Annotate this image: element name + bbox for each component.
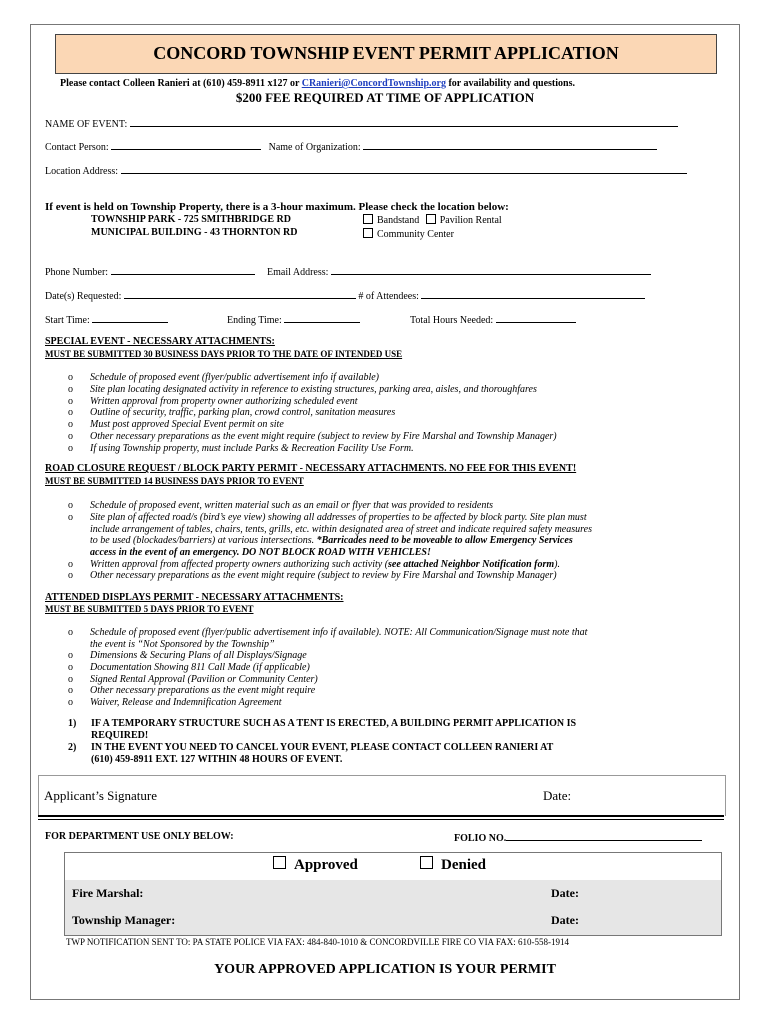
bullet: o <box>68 407 73 418</box>
denied-label: Denied <box>441 857 486 873</box>
bullet: o <box>68 570 73 581</box>
total-hours-label: Total Hours Needed: <box>410 315 494 326</box>
list-item: Other necessary preparations as the event might require (subject to review by Fire Marshal and Township Manager) <box>90 431 557 442</box>
folio-label: FOLIO NO. <box>454 833 507 844</box>
special-event-deadline: MUST BE SUBMITTED 30 BUSINESS DAYS PRIOR TO THE DATE OF INTENDED USE <box>45 349 403 359</box>
denied-option[interactable] <box>420 856 486 874</box>
contact-person-row <box>45 140 657 153</box>
ending-time-field[interactable] <box>284 313 360 323</box>
page-title: CONCORD TOWNSHIP EVENT PERMIT APPLICATION <box>153 43 619 63</box>
location-address-field[interactable] <box>121 164 687 174</box>
ending-time-label: Ending Time: <box>227 315 282 326</box>
list-item-continued: the event is “Not Sponsored by the Township” <box>90 639 275 650</box>
applicant-signature-label: Applicant’s Signature <box>44 788 158 803</box>
approved-option[interactable] <box>273 856 358 874</box>
bullet: o <box>68 384 73 395</box>
folio-row <box>454 831 702 844</box>
bullet: o <box>68 662 73 673</box>
organization-label: Name of Organization: <box>268 142 361 153</box>
note-number: 2) <box>68 742 77 753</box>
list-item: Signed Rental Approval (Pavilion or Community Center) <box>90 674 318 685</box>
list-item: Dimensions & Securing Plans of all Displays/Signage <box>90 650 307 661</box>
email-label: Email Address: <box>267 267 329 278</box>
bullet: o <box>68 419 73 430</box>
contact-prefix: Please contact Colleen Ranieri at (610) 459-8911 x127 or <box>60 78 302 89</box>
total-hours-field[interactable] <box>496 313 576 323</box>
list-item: Written approval from property owner authorizing scheduled event <box>90 396 358 407</box>
list-item: Other necessary preparations as the event might require <box>90 685 316 696</box>
list-item: Schedule of proposed event (flyer/public advertisement info if available). NOTE: All Communication/Signage must note that <box>90 627 588 638</box>
contact-email-link[interactable]: CRanieri@ConcordTownship.org <box>301 78 446 89</box>
note-text: (610) 459-8911 EXT. 127 WITHIN 48 HOURS OF EVENT. <box>91 754 343 765</box>
contact-person-field[interactable] <box>111 140 261 150</box>
contact-line <box>60 78 575 89</box>
list-item-continued: include arrangement of tables, chairs, tents, grills, etc. within designated area of street and indicate required safety measures <box>90 524 592 535</box>
displays-heading: ATTENDED DISPLAYS PERMIT - NECESSARY ATTACHMENTS: <box>45 592 344 603</box>
note-text: IF A TEMPORARY STRUCTURE SUCH AS A TENT IS ERECTED, A BUILDING PERMIT APPLICATION IS <box>91 718 577 729</box>
attendees-label: # of Attendees: <box>358 291 419 302</box>
bullet: o <box>68 697 73 708</box>
bullet: o <box>68 685 73 696</box>
fire-marshal-label: Fire Marshal: <box>72 886 144 900</box>
ending-time-group <box>227 313 360 326</box>
name-of-event-field[interactable] <box>130 117 678 127</box>
list-item: Site plan locating designated activity in reference to existing structures, parking area, aisles, and thoroughfares <box>90 384 537 395</box>
start-time-label: Start Time: <box>45 315 90 326</box>
approval-status-row <box>65 853 721 881</box>
signature-date-label: Date: <box>543 788 572 803</box>
phone-field[interactable] <box>111 265 255 275</box>
bandstand-label: Bandstand <box>377 215 420 226</box>
dates-row <box>45 289 645 302</box>
bullet: o <box>68 396 73 407</box>
road-closure-heading: ROAD CLOSURE REQUEST / BLOCK PARTY PERMIT - NECESSARY ATTACHMENTS. NO FEE FOR THIS EVENT! <box>45 463 577 474</box>
township-manager-row <box>65 907 721 935</box>
approved-checkbox[interactable] <box>273 856 286 869</box>
bandstand-option[interactable] <box>363 214 502 226</box>
bullet: o <box>68 512 73 523</box>
notification-line: TWP NOTIFICATION SENT TO: PA STATE POLICE VIA FAX: 484-840-1010 & CONCORDVILLE FIRE CO VIA FAX: 610-558-1914 <box>66 937 569 947</box>
list-item: Outline of security, traffic, parking plan, crowd control, sanitation measures <box>90 407 396 418</box>
phone-label: Phone Number: <box>45 267 109 278</box>
fee-notice: $200 FEE REQUIRED AT TIME OF APPLICATION <box>235 90 535 105</box>
location-address-label: Location Address: <box>45 166 119 177</box>
municipal-building-label: MUNICIPAL BUILDING - 43 THORNTON RD <box>91 227 298 238</box>
pavilion-checkbox[interactable] <box>426 214 436 224</box>
township-park-label: TOWNSHIP PARK - 725 SMITHBRIDGE RD <box>91 214 291 225</box>
folio-field[interactable] <box>506 831 702 841</box>
attendees-field[interactable] <box>421 289 645 299</box>
township-manager-label: Township Manager: <box>72 913 176 927</box>
organization-field[interactable] <box>363 140 657 150</box>
community-center-checkbox[interactable] <box>363 228 373 238</box>
list-item: Must post approved Special Event permit on site <box>90 419 284 430</box>
approved-label: Approved <box>294 857 358 873</box>
dates-label: Date(s) Requested: <box>45 291 122 302</box>
special-event-heading: SPECIAL EVENT - NECESSARY ATTACHMENTS: <box>45 336 275 347</box>
department-use-label: FOR DEPARTMENT USE ONLY BELOW: <box>45 831 234 842</box>
township-manager-date-label: Date: <box>551 913 579 927</box>
list-item: Schedule of proposed event, written material such as an email or flyer that was provided to residents <box>90 500 494 511</box>
bullet: o <box>68 650 73 661</box>
divider <box>38 815 724 817</box>
fire-marshal-date-label: Date: <box>551 886 579 900</box>
bullet: o <box>68 443 73 454</box>
pavilion-label: Pavilion Rental <box>439 215 502 226</box>
road-closure-deadline: MUST BE SUBMITTED 14 BUSINESS DAYS PRIOR TO EVENT <box>45 476 304 486</box>
list-item: If using Township property, must include Parks & Recreation Facility Use Form. <box>90 443 414 454</box>
start-time-field[interactable] <box>92 313 168 323</box>
note-text: REQUIRED! <box>91 730 149 741</box>
footer-permit-note: YOUR APPROVED APPLICATION IS YOUR PERMIT <box>214 962 556 977</box>
fire-marshal-row <box>65 880 721 908</box>
approval-box <box>64 852 722 936</box>
bullet: o <box>68 500 73 511</box>
list-item-continued: access in the event of an emergency. DO NOT BLOCK ROAD WITH VEHICLES! <box>90 547 431 558</box>
property-heading: If event is held on Township Property, there is a 3-hour maximum. Please check the location below: <box>45 201 509 213</box>
list-item: Written approval from affected property owners authorizing such activity (see attached Neighbor Notification form). <box>90 559 560 570</box>
total-hours-group <box>410 313 576 326</box>
bullet: o <box>68 372 73 383</box>
list-item: Other necessary preparations as the event might require (subject to review by Fire Marshal and Township Manager) <box>90 570 557 581</box>
bullet: o <box>68 674 73 685</box>
community-center-label: Community Center <box>377 229 454 240</box>
bullet: o <box>68 627 73 638</box>
denied-checkbox[interactable] <box>420 856 433 869</box>
phone-email-row <box>45 265 651 278</box>
displays-deadline: MUST BE SUBMITTED 5 DAYS PRIOR TO EVENT <box>45 604 254 614</box>
bullet: o <box>68 559 73 570</box>
list-item: Waiver, Release and Indemnification Agreement <box>90 697 282 708</box>
list-item-continued: to be used (blockades/barriers) at various intersections. *Barricades need to be moveable to allow Emergency Services <box>90 535 573 546</box>
divider <box>38 819 724 820</box>
note-number: 1) <box>68 718 77 729</box>
contact-person-label: Contact Person: <box>45 142 109 153</box>
list-item: Schedule of proposed event (flyer/public advertisement info if available) <box>90 372 379 383</box>
name-of-event-label: NAME OF EVENT <box>45 119 125 130</box>
title-banner <box>55 34 717 74</box>
list-item: Site plan of affected road/s (bird’s eye view) showing all addresses of properties to be affected by block party. Site plan must <box>90 512 587 523</box>
location-row <box>45 164 687 177</box>
time-row <box>45 313 168 326</box>
name-of-event-row: NAME OF EVENT: <box>45 117 678 130</box>
list-item: Documentation Showing 811 Call Made (if applicable) <box>90 662 310 673</box>
note-text: IN THE EVENT YOU NEED TO CANCEL YOUR EVENT, PLEASE CONTACT COLLEEN RANIERI AT <box>91 742 554 753</box>
community-center-option[interactable] <box>363 228 454 240</box>
dates-field[interactable] <box>124 289 356 299</box>
email-field[interactable] <box>331 265 651 275</box>
bandstand-checkbox[interactable] <box>363 214 373 224</box>
contact-suffix: for availability and questions. <box>445 78 575 89</box>
bullet: o <box>68 431 73 442</box>
